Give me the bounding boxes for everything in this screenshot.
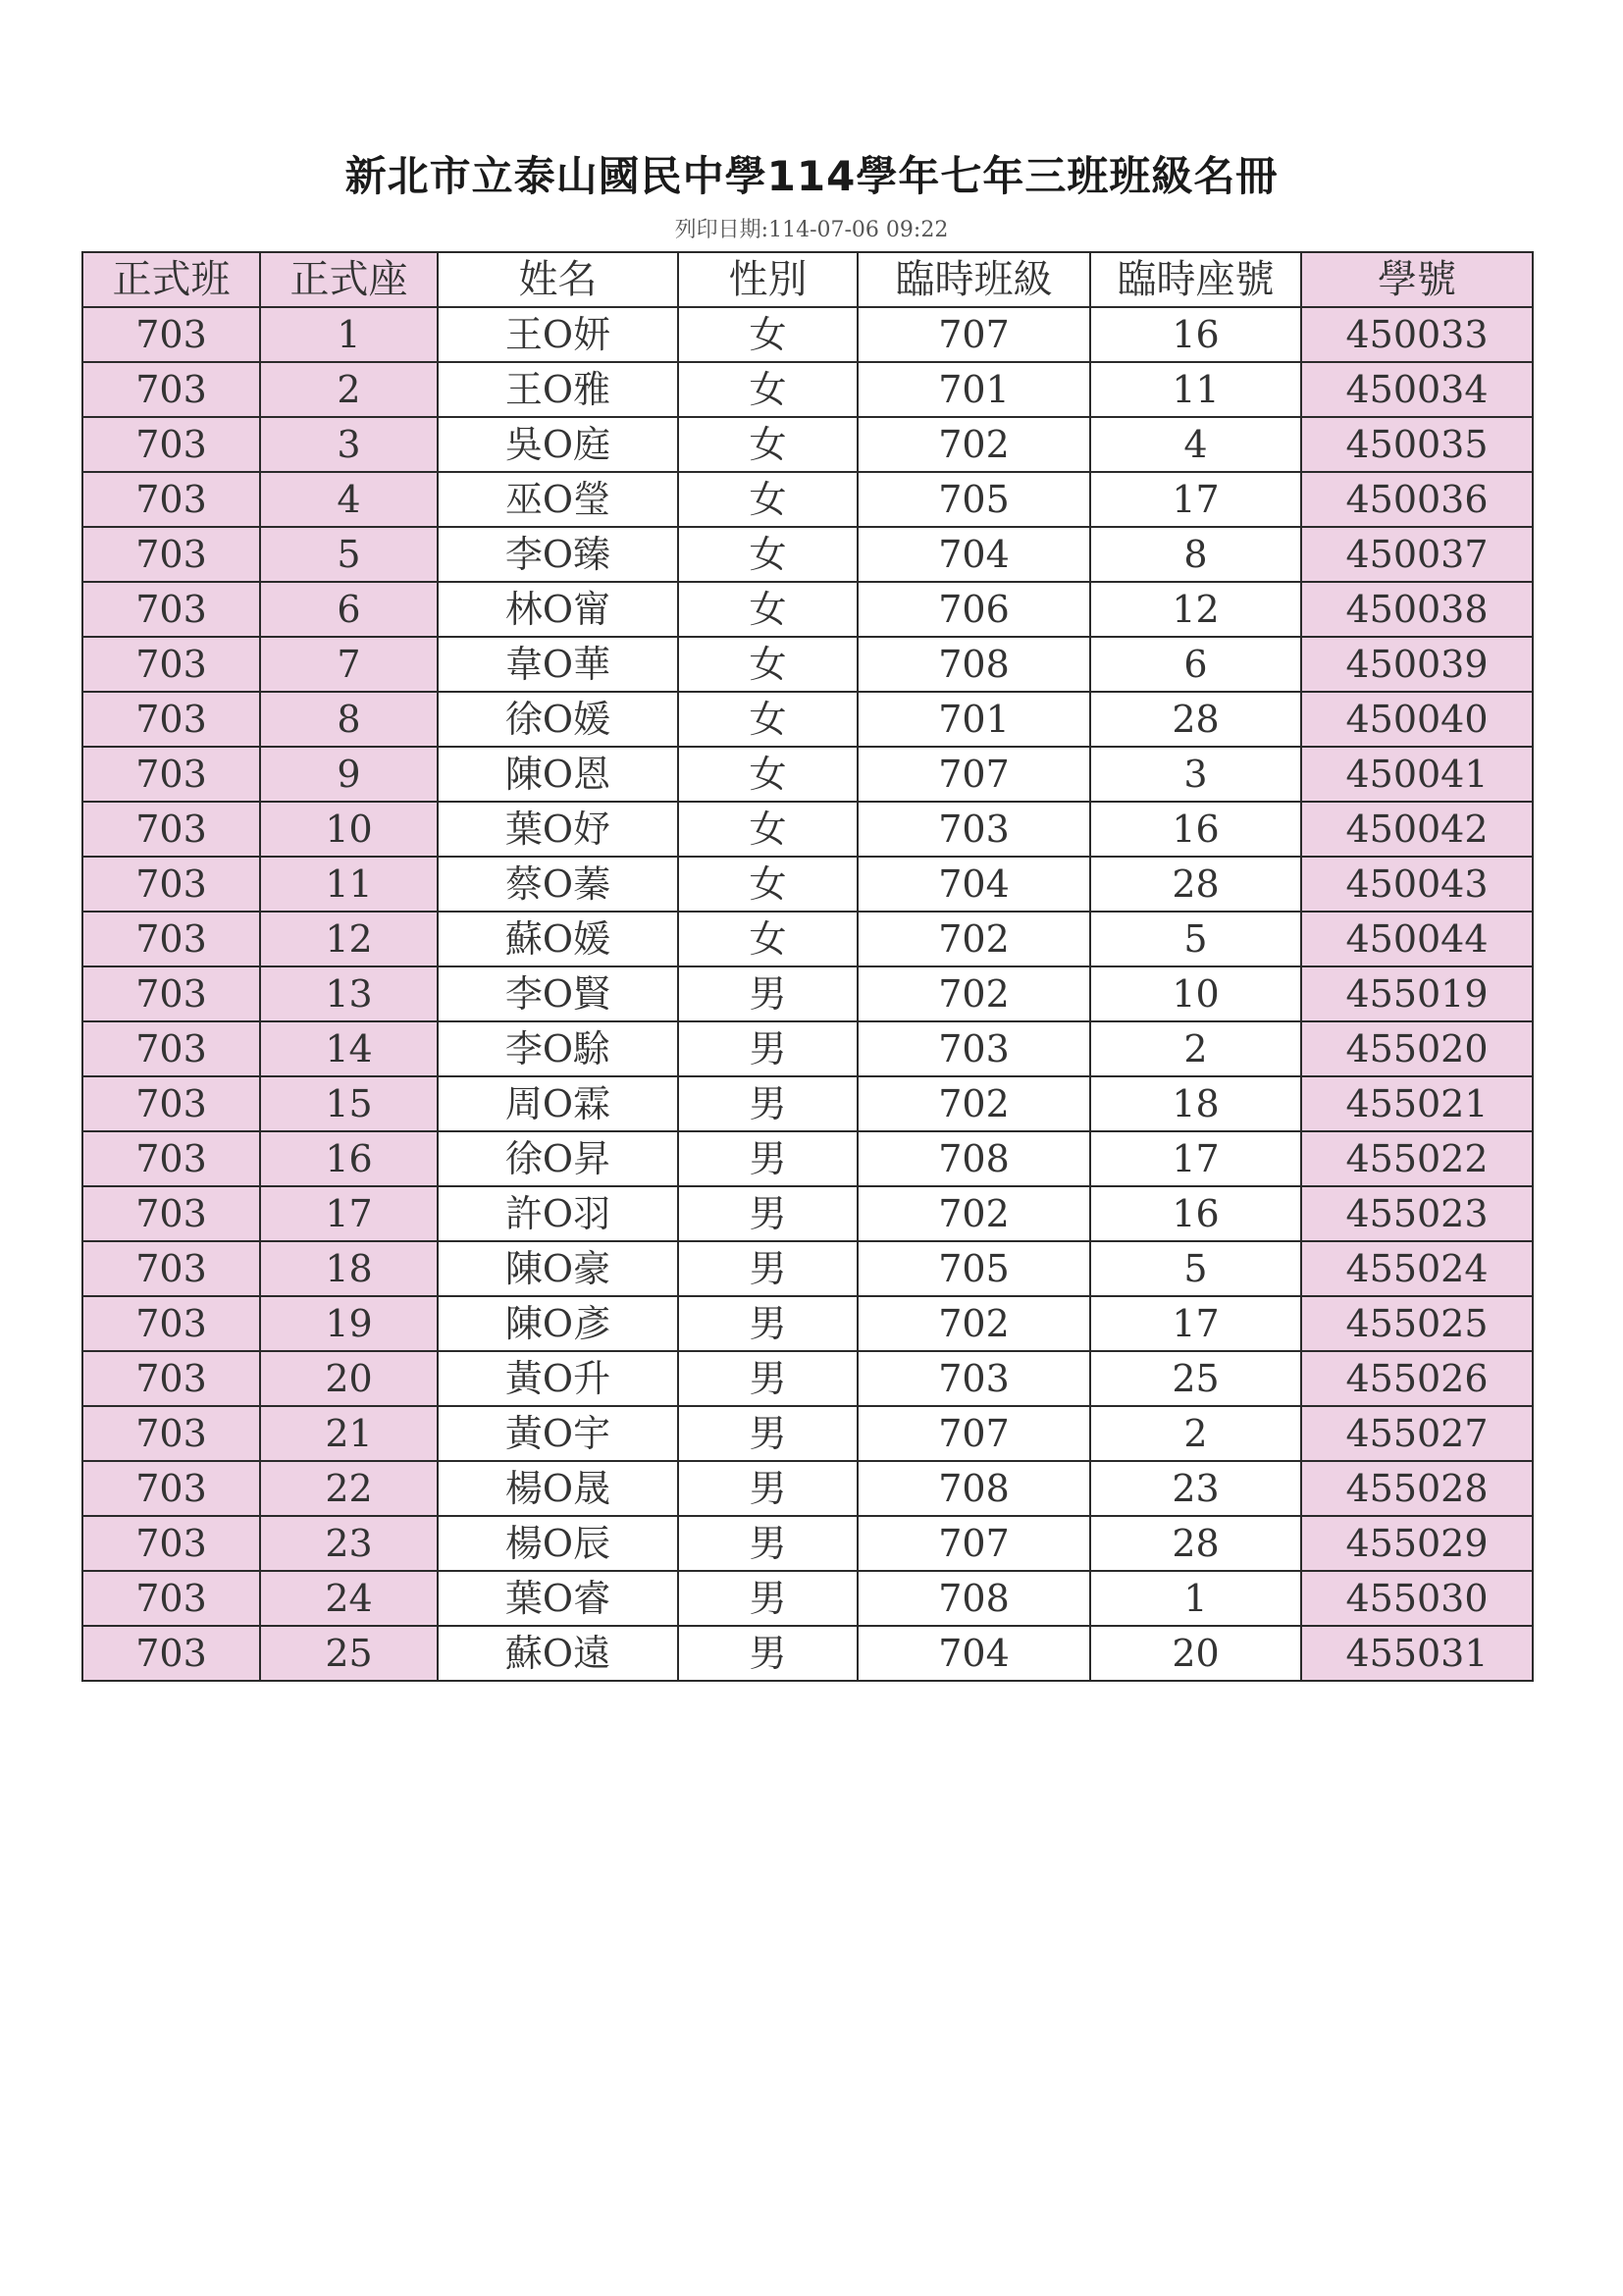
temp-class-cell: 708 [858,1571,1090,1626]
gender-cell: 男 [678,1571,858,1626]
table-row [82,857,1533,912]
temp-class-cell: 705 [858,1241,1090,1296]
formal-class-cell: 703 [82,1021,260,1076]
gender-cell: 女 [678,802,858,857]
name-cell: 李O駼 [438,1021,678,1076]
temp-class-cell: 704 [858,857,1090,912]
student-id-cell: 450037 [1301,527,1533,582]
student-id-cell: 450040 [1301,692,1533,747]
table-row [82,747,1533,802]
temp-seat-cell: 10 [1090,966,1301,1021]
formal-class-cell: 703 [82,1406,260,1461]
gender-cell: 女 [678,912,858,966]
gender-cell: 男 [678,1626,858,1681]
temp-seat-cell: 16 [1090,1186,1301,1241]
temp-class-cell: 706 [858,582,1090,637]
formal-seat-cell: 20 [260,1351,438,1406]
header-formal-seat: 正式座 [260,252,438,307]
temp-class-cell: 702 [858,1296,1090,1351]
temp-seat-cell: 18 [1090,1076,1301,1131]
gender-cell: 女 [678,527,858,582]
name-cell: 巫O瑩 [438,472,678,527]
name-cell: 葉O睿 [438,1571,678,1626]
student-id-cell: 455029 [1301,1516,1533,1571]
header-student-id: 學號 [1301,252,1533,307]
formal-class-cell: 703 [82,362,260,417]
student-id-cell: 455022 [1301,1131,1533,1186]
formal-seat-cell: 5 [260,527,438,582]
temp-seat-cell: 16 [1090,307,1301,362]
formal-seat-cell: 25 [260,1626,438,1681]
temp-class-cell: 702 [858,966,1090,1021]
temp-class-cell: 704 [858,527,1090,582]
formal-seat-cell: 10 [260,802,438,857]
table-row [82,1076,1533,1131]
temp-class-cell: 705 [858,472,1090,527]
formal-seat-cell: 18 [260,1241,438,1296]
temp-seat-cell: 17 [1090,472,1301,527]
formal-seat-cell: 14 [260,1021,438,1076]
gender-cell: 男 [678,1461,858,1516]
name-cell: 吳O庭 [438,417,678,472]
temp-class-cell: 707 [858,1406,1090,1461]
name-cell: 蘇O媛 [438,912,678,966]
table-row [82,307,1533,362]
table-row [82,417,1533,472]
table-row [82,1571,1533,1626]
header-formal-class: 正式班 [82,252,260,307]
gender-cell: 男 [678,1186,858,1241]
name-cell: 徐O昇 [438,1131,678,1186]
header-name: 姓名 [438,252,678,307]
table-row [82,966,1533,1021]
temp-seat-cell: 25 [1090,1351,1301,1406]
name-cell: 王O雅 [438,362,678,417]
temp-class-cell: 702 [858,912,1090,966]
student-id-cell: 450036 [1301,472,1533,527]
formal-class-cell: 703 [82,1351,260,1406]
header-temp-seat: 臨時座號 [1090,252,1301,307]
formal-class-cell: 703 [82,857,260,912]
table-row [82,362,1533,417]
formal-class-cell: 703 [82,1186,260,1241]
student-id-cell: 450039 [1301,637,1533,692]
name-cell: 許O羽 [438,1186,678,1241]
student-id-cell: 450042 [1301,802,1533,857]
table-row [82,1461,1533,1516]
gender-cell: 男 [678,1351,858,1406]
temp-seat-cell: 20 [1090,1626,1301,1681]
table-row [82,1351,1533,1406]
gender-cell: 男 [678,1241,858,1296]
temp-seat-cell: 11 [1090,362,1301,417]
formal-class-cell: 703 [82,637,260,692]
formal-seat-cell: 11 [260,857,438,912]
formal-class-cell: 703 [82,1241,260,1296]
gender-cell: 男 [678,1516,858,1571]
formal-seat-cell: 21 [260,1406,438,1461]
name-cell: 李O賢 [438,966,678,1021]
formal-seat-cell: 15 [260,1076,438,1131]
header-temp-class: 臨時班級 [858,252,1090,307]
temp-seat-cell: 2 [1090,1021,1301,1076]
formal-class-cell: 703 [82,472,260,527]
formal-class-cell: 703 [82,1626,260,1681]
temp-class-cell: 702 [858,1186,1090,1241]
formal-class-cell: 703 [82,1296,260,1351]
temp-class-cell: 703 [858,1351,1090,1406]
table-row [82,802,1533,857]
temp-class-cell: 701 [858,692,1090,747]
name-cell: 蔡O蓁 [438,857,678,912]
temp-class-cell: 707 [858,1516,1090,1571]
temp-class-cell: 703 [858,1021,1090,1076]
table-row [82,912,1533,966]
formal-seat-cell: 4 [260,472,438,527]
student-id-cell: 455019 [1301,966,1533,1021]
gender-cell: 男 [678,1131,858,1186]
name-cell: 韋O華 [438,637,678,692]
formal-class-cell: 703 [82,1076,260,1131]
name-cell: 陳O彥 [438,1296,678,1351]
formal-seat-cell: 1 [260,307,438,362]
name-cell: 葉O妤 [438,802,678,857]
gender-cell: 女 [678,417,858,472]
temp-class-cell: 708 [858,1131,1090,1186]
print-date: 列印日期:114-07-06 09:22 [674,218,949,242]
formal-seat-cell: 22 [260,1461,438,1516]
formal-class-cell: 703 [82,802,260,857]
formal-class-cell: 703 [82,747,260,802]
table-row [82,1021,1533,1076]
gender-cell: 男 [678,1406,858,1461]
temp-class-cell: 703 [858,802,1090,857]
temp-class-cell: 702 [858,1076,1090,1131]
formal-class-cell: 703 [82,692,260,747]
name-cell: 黃O宇 [438,1406,678,1461]
formal-class-cell: 703 [82,1571,260,1626]
temp-seat-cell: 17 [1090,1131,1301,1186]
gender-cell: 男 [678,1021,858,1076]
name-cell: 李O臻 [438,527,678,582]
table-row [82,527,1533,582]
gender-cell: 男 [678,1296,858,1351]
student-id-cell: 455026 [1301,1351,1533,1406]
formal-class-cell: 703 [82,527,260,582]
table-row [82,1131,1533,1186]
table-row [82,692,1533,747]
formal-seat-cell: 16 [260,1131,438,1186]
formal-seat-cell: 9 [260,747,438,802]
formal-class-cell: 703 [82,307,260,362]
table-row [82,1296,1533,1351]
student-id-cell: 450041 [1301,747,1533,802]
temp-seat-cell: 2 [1090,1406,1301,1461]
name-cell: 陳O豪 [438,1241,678,1296]
temp-seat-cell: 1 [1090,1571,1301,1626]
student-id-cell: 450033 [1301,307,1533,362]
formal-seat-cell: 13 [260,966,438,1021]
student-id-cell: 455021 [1301,1076,1533,1131]
temp-class-cell: 704 [858,1626,1090,1681]
page-title: 新北市立泰山國民中學114學年七年三班班級名冊 [344,152,1279,200]
formal-class-cell: 703 [82,912,260,966]
temp-seat-cell: 28 [1090,692,1301,747]
student-id-cell: 455025 [1301,1296,1533,1351]
temp-seat-cell: 6 [1090,637,1301,692]
temp-seat-cell: 5 [1090,1241,1301,1296]
gender-cell: 女 [678,637,858,692]
table-row [82,472,1533,527]
formal-seat-cell: 8 [260,692,438,747]
student-id-cell: 455024 [1301,1241,1533,1296]
table-row [82,1516,1533,1571]
table-row [82,637,1533,692]
formal-seat-cell: 17 [260,1186,438,1241]
temp-seat-cell: 17 [1090,1296,1301,1351]
student-id-cell: 455027 [1301,1406,1533,1461]
formal-class-cell: 703 [82,1461,260,1516]
temp-class-cell: 707 [858,307,1090,362]
formal-seat-cell: 7 [260,637,438,692]
temp-seat-cell: 3 [1090,747,1301,802]
header-gender: 性別 [678,252,858,307]
table-row [82,582,1533,637]
formal-class-cell: 703 [82,1516,260,1571]
temp-seat-cell: 4 [1090,417,1301,472]
name-cell: 蘇O遠 [438,1626,678,1681]
student-id-cell: 450034 [1301,362,1533,417]
gender-cell: 女 [678,692,858,747]
formal-seat-cell: 12 [260,912,438,966]
formal-seat-cell: 24 [260,1571,438,1626]
table-row [82,1406,1533,1461]
gender-cell: 男 [678,966,858,1021]
gender-cell: 女 [678,362,858,417]
temp-seat-cell: 28 [1090,1516,1301,1571]
formal-seat-cell: 19 [260,1296,438,1351]
temp-seat-cell: 23 [1090,1461,1301,1516]
table-row [82,1626,1533,1681]
formal-seat-cell: 6 [260,582,438,637]
class-roster-table [81,251,1534,1682]
formal-seat-cell: 23 [260,1516,438,1571]
temp-seat-cell: 28 [1090,857,1301,912]
student-id-cell: 455028 [1301,1461,1533,1516]
temp-seat-cell: 5 [1090,912,1301,966]
gender-cell: 男 [678,1076,858,1131]
temp-seat-cell: 8 [1090,527,1301,582]
table-row [82,1186,1533,1241]
header-row [82,252,1533,307]
student-id-cell: 450044 [1301,912,1533,966]
formal-class-cell: 703 [82,1131,260,1186]
gender-cell: 女 [678,857,858,912]
table-row [82,1241,1533,1296]
name-cell: 楊O晟 [438,1461,678,1516]
name-cell: 徐O媛 [438,692,678,747]
name-cell: 王O妍 [438,307,678,362]
gender-cell: 女 [678,307,858,362]
name-cell: 楊O辰 [438,1516,678,1571]
temp-class-cell: 707 [858,747,1090,802]
name-cell: 林O甯 [438,582,678,637]
temp-class-cell: 701 [858,362,1090,417]
gender-cell: 女 [678,582,858,637]
student-id-cell: 450038 [1301,582,1533,637]
formal-seat-cell: 2 [260,362,438,417]
formal-class-cell: 703 [82,417,260,472]
gender-cell: 女 [678,747,858,802]
student-id-cell: 455031 [1301,1626,1533,1681]
formal-seat-cell: 3 [260,417,438,472]
formal-class-cell: 703 [82,582,260,637]
name-cell: 黃O升 [438,1351,678,1406]
name-cell: 周O霖 [438,1076,678,1131]
roster-body [82,307,1533,1681]
formal-class-cell: 703 [82,966,260,1021]
student-id-cell: 450043 [1301,857,1533,912]
temp-class-cell: 708 [858,1461,1090,1516]
temp-class-cell: 708 [858,637,1090,692]
student-id-cell: 455020 [1301,1021,1533,1076]
gender-cell: 女 [678,472,858,527]
student-id-cell: 455030 [1301,1571,1533,1626]
temp-seat-cell: 16 [1090,802,1301,857]
student-id-cell: 450035 [1301,417,1533,472]
name-cell: 陳O恩 [438,747,678,802]
temp-seat-cell: 12 [1090,582,1301,637]
temp-class-cell: 702 [858,417,1090,472]
student-id-cell: 455023 [1301,1186,1533,1241]
